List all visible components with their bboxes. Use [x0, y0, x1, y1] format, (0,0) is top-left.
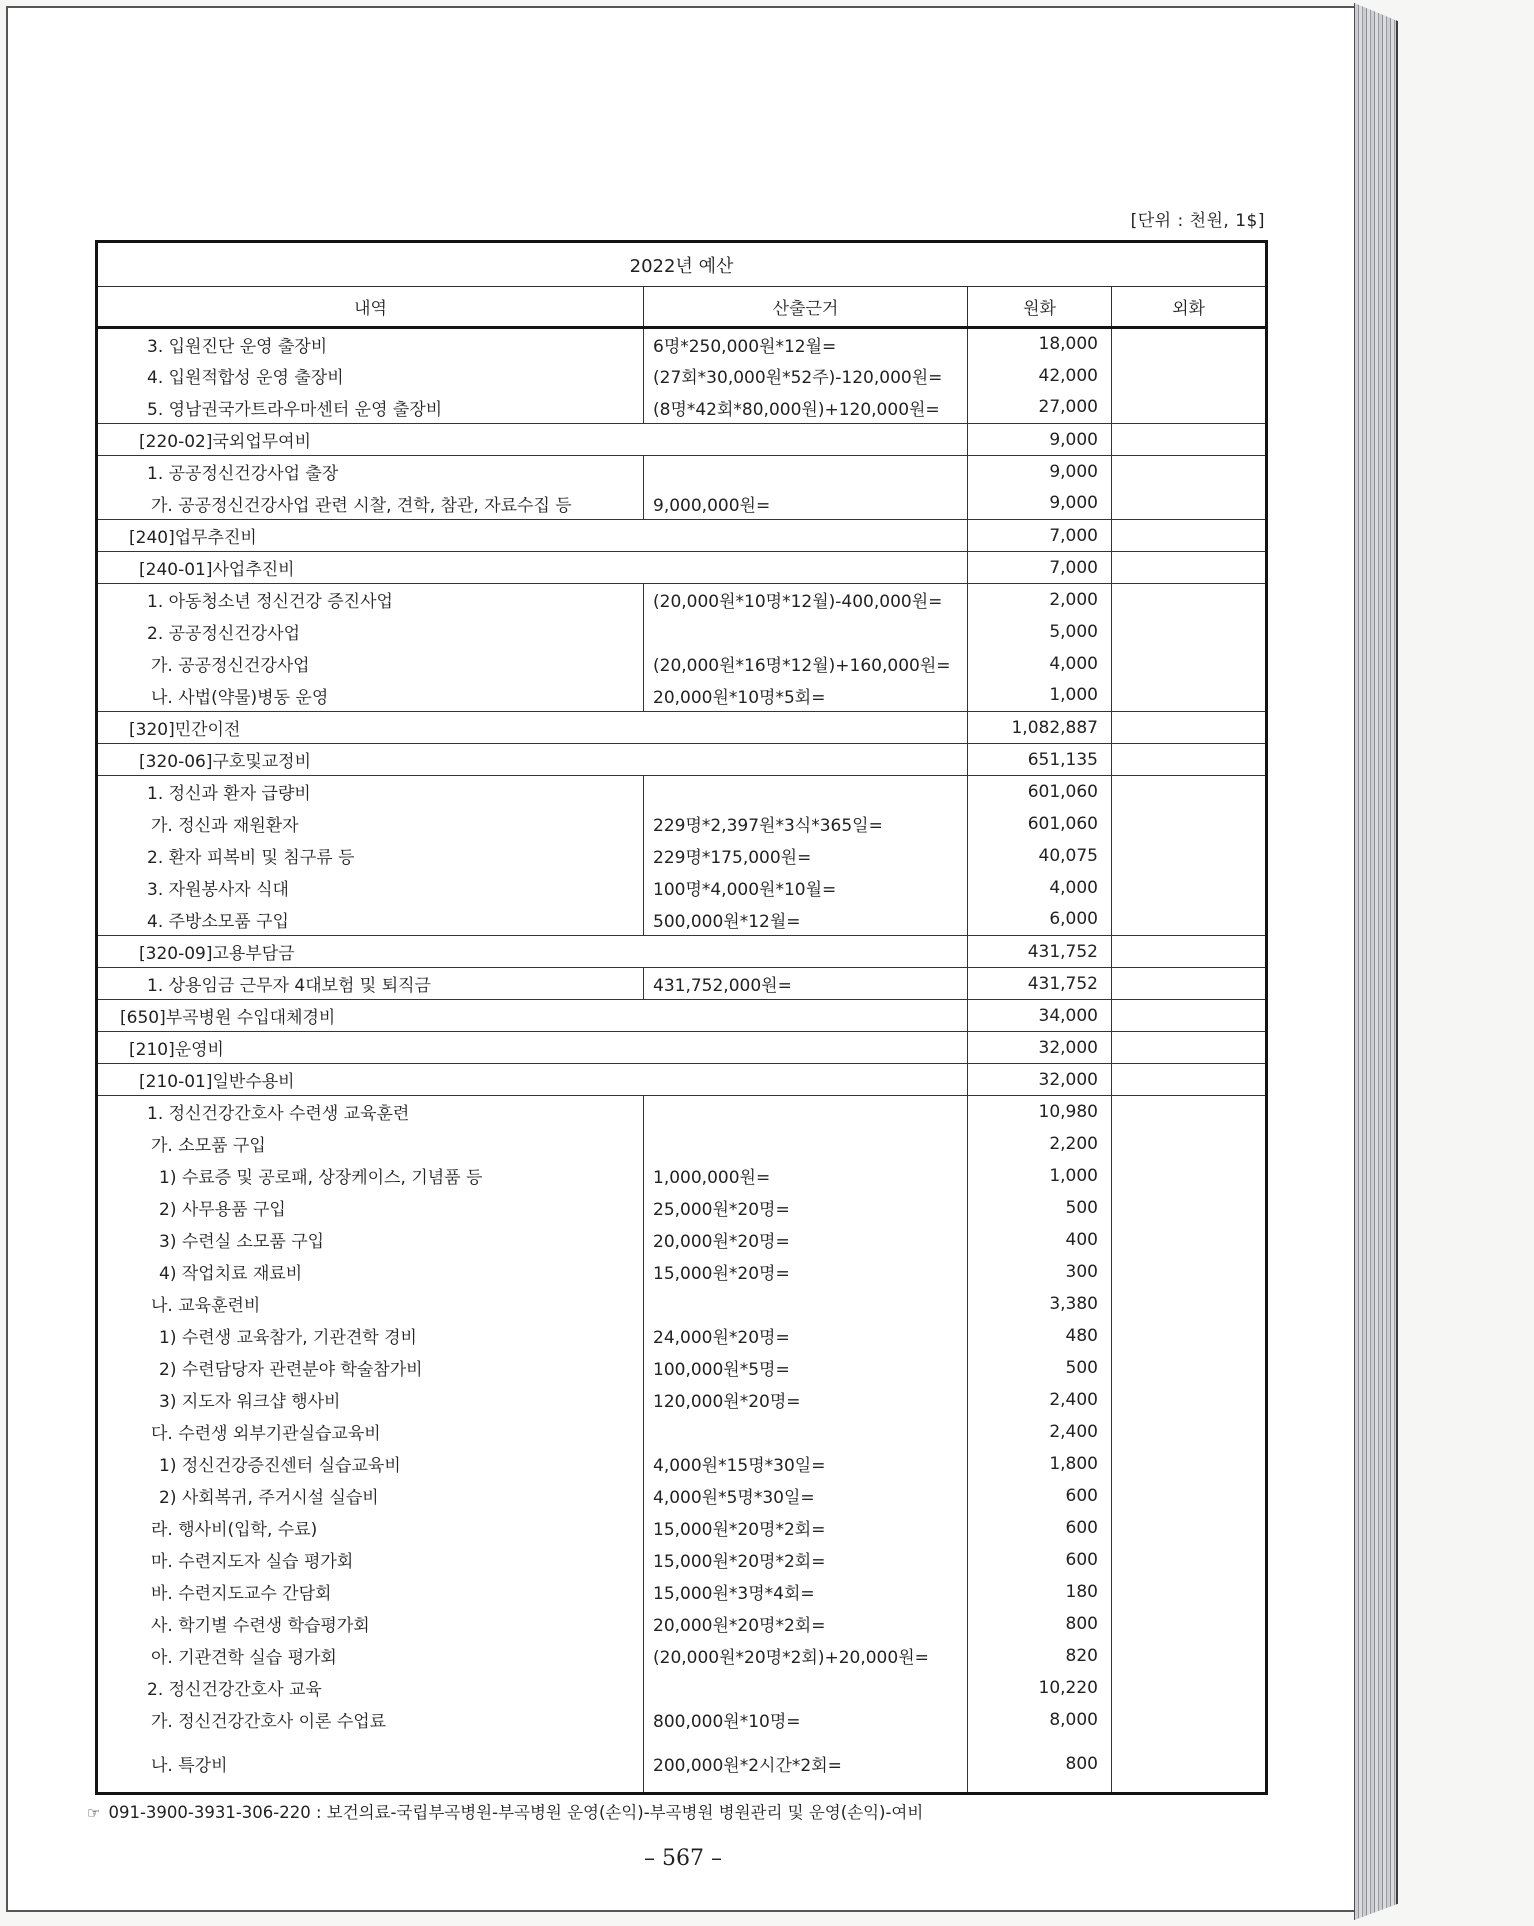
calculation-basis: 24,000원*20명=	[644, 1320, 968, 1352]
krw-amount: 300	[968, 1256, 1112, 1288]
calculation-basis: 120,000원*20명=	[644, 1384, 968, 1416]
detail-row	[97, 840, 1267, 872]
krw-amount: 4,000	[968, 872, 1112, 904]
detail-row	[97, 872, 1267, 904]
item-label: 2. 공공정신건강사업	[147, 624, 300, 644]
detail-row	[97, 1736, 1267, 1794]
fx-amount	[1112, 1640, 1267, 1672]
item-label: 1) 정신건강증진센터 실습교육비	[159, 1456, 401, 1476]
krw-amount: 9,000	[968, 488, 1112, 520]
fx-amount	[1112, 1672, 1267, 1704]
detail-row	[97, 616, 1267, 648]
detail-row	[97, 1416, 1267, 1448]
krw-amount: 651,135	[968, 744, 1112, 776]
item-label: 1. 정신건강간호사 수련생 교육훈련	[97, 1096, 644, 1128]
calculation-basis: 500,000원*12월=	[644, 904, 968, 936]
item-label: 마. 수련지도자 실습 평가회	[151, 1552, 354, 1572]
fx-amount	[1112, 712, 1267, 744]
page-stack-edge	[1354, 0, 1398, 1922]
fx-amount	[1112, 1736, 1267, 1794]
item-label: 4. 입원적합성 운영 출장비	[147, 368, 344, 388]
section-row	[97, 520, 1267, 552]
fx-amount	[1112, 1192, 1267, 1224]
detail-row	[97, 1224, 1267, 1256]
fx-amount	[1112, 584, 1267, 616]
krw-amount: 10,220	[968, 1672, 1112, 1704]
calculation-basis: 4,000원*15명*30일=	[644, 1448, 968, 1480]
krw-amount: 32,000	[968, 1064, 1112, 1096]
detail-row	[97, 1480, 1267, 1512]
fx-amount	[1112, 1448, 1267, 1480]
detail-row	[97, 680, 1267, 712]
fx-amount	[1112, 1384, 1267, 1416]
item-label: 2. 환자 피복비 및 침구류 등	[147, 848, 355, 868]
detail-row	[97, 360, 1267, 392]
fx-amount	[1112, 616, 1267, 648]
fx-amount	[1112, 1224, 1267, 1256]
calculation-basis: 25,000원*20명=	[644, 1192, 968, 1224]
item-label: 1) 수련생 교육참가, 기관견학 경비	[159, 1328, 417, 1348]
krw-amount: 4,000	[968, 648, 1112, 680]
krw-amount: 1,000	[968, 1160, 1112, 1192]
krw-amount: 40,075	[968, 840, 1112, 872]
item-label: 라. 행사비(입학, 수료)	[151, 1520, 318, 1540]
fx-amount	[1112, 808, 1267, 840]
detail-row	[97, 456, 1267, 488]
calculation-basis: (20,000원*20명*2회)+20,000원=	[644, 1640, 968, 1672]
item-label: 나. 특강비	[151, 1756, 228, 1777]
fx-amount	[1112, 1032, 1267, 1064]
calculation-basis: 15,000원*20명*2회=	[644, 1512, 968, 1544]
detail-row	[97, 1352, 1267, 1384]
item-label: [210-01]일반수용비	[97, 1064, 968, 1096]
item-label: [240]업무추진비	[97, 520, 968, 552]
calculation-basis: (20,000원*16명*12월)+160,000원=	[644, 648, 968, 680]
page-number: – 567 –	[644, 1846, 722, 1871]
fx-amount	[1112, 1064, 1267, 1096]
fx-amount	[1112, 904, 1267, 936]
krw-amount: 400	[968, 1224, 1112, 1256]
table-body	[97, 328, 1267, 1794]
section-row	[97, 552, 1267, 584]
calculation-basis: 15,000원*20명*2회=	[644, 1544, 968, 1576]
krw-amount: 3,380	[968, 1288, 1112, 1320]
krw-amount: 5,000	[968, 616, 1112, 648]
fx-amount	[1112, 648, 1267, 680]
detail-row	[97, 1544, 1267, 1576]
krw-amount: 600	[968, 1512, 1112, 1544]
section-row	[97, 744, 1267, 776]
fx-amount	[1112, 552, 1267, 584]
krw-amount: 2,400	[968, 1416, 1112, 1448]
calculation-basis	[644, 1288, 968, 1320]
fx-amount	[1112, 488, 1267, 520]
detail-row	[97, 968, 1267, 1000]
krw-amount: 1,800	[968, 1448, 1112, 1480]
calculation-basis	[644, 1416, 968, 1448]
fx-amount	[1112, 1352, 1267, 1384]
fx-amount	[1112, 1128, 1267, 1160]
item-label: 가. 정신과 재원환자	[151, 816, 299, 836]
fx-amount	[1112, 392, 1267, 424]
krw-amount: 27,000	[968, 392, 1112, 424]
item-label: [220-02]국외업무여비	[97, 424, 968, 456]
item-label: 가. 소모품 구입	[151, 1136, 266, 1156]
section-row	[97, 1032, 1267, 1064]
item-label: 4) 작업치료 재료비	[159, 1264, 303, 1284]
calculation-basis	[644, 616, 968, 648]
detail-row	[97, 1448, 1267, 1480]
detail-row	[97, 1288, 1267, 1320]
calculation-basis: (27회*30,000원*52주)-120,000원=	[644, 360, 968, 392]
calculation-basis: 20,000원*20명=	[644, 1224, 968, 1256]
fx-amount	[1112, 936, 1267, 968]
krw-amount: 820	[968, 1640, 1112, 1672]
calculation-basis: 229명*175,000원=	[644, 840, 968, 872]
calculation-basis: 431,752,000원=	[644, 968, 968, 1000]
table-title-row	[97, 242, 1267, 287]
calculation-basis: 6명*250,000원*12월=	[644, 328, 968, 360]
budget-code-text: 091-3900-3931-306-220 : 보건의료-국립부곡병원-부곡병원 운영(손익)-부곡병원 병원관리 및 운영(손익)-여비	[108, 1803, 924, 1822]
item-label: [320-09]고용부담금	[97, 936, 968, 968]
item-label: 1. 공공정신건강사업 출장	[97, 456, 644, 488]
detail-row	[97, 488, 1267, 520]
detail-row	[97, 1096, 1267, 1128]
detail-row	[97, 776, 1267, 808]
fx-amount	[1112, 1480, 1267, 1512]
krw-amount: 600	[968, 1480, 1112, 1512]
krw-amount: 601,060	[968, 776, 1112, 808]
krw-amount: 800	[968, 1608, 1112, 1640]
detail-row	[97, 648, 1267, 680]
calculation-basis: 200,000원*2시간*2회=	[644, 1736, 968, 1794]
fx-amount	[1112, 1544, 1267, 1576]
fx-amount	[1112, 968, 1267, 1000]
calculation-basis: 15,000원*20명=	[644, 1256, 968, 1288]
item-label: 5. 영남권국가트라우마센터 운영 출장비	[147, 399, 443, 420]
item-label: 2. 정신건강간호사 교육	[147, 1680, 322, 1700]
section-row	[97, 936, 1267, 968]
krw-amount: 600	[968, 1544, 1112, 1576]
item-label: 나. 교육훈련비	[151, 1296, 261, 1316]
krw-amount: 32,000	[968, 1032, 1112, 1064]
item-label: 3. 입원진단 운영 출장비	[97, 328, 644, 360]
fx-amount	[1112, 456, 1267, 488]
item-label: 1. 정신과 환자 급량비	[97, 776, 644, 808]
calculation-basis: 9,000,000원=	[644, 488, 968, 520]
fx-amount	[1112, 360, 1267, 392]
calculation-basis: 800,000원*10명=	[644, 1704, 968, 1736]
column-header-basis: 산출근거	[644, 287, 968, 328]
item-label: 나. 사법(약물)병동 운영	[151, 687, 329, 708]
detail-row	[97, 584, 1267, 616]
calculation-basis: 1,000,000원=	[644, 1160, 968, 1192]
fx-amount	[1112, 520, 1267, 552]
krw-amount: 2,400	[968, 1384, 1112, 1416]
item-label: 1. 상용임금 근무자 4대보험 및 퇴직금	[97, 968, 644, 1000]
fx-amount	[1112, 1512, 1267, 1544]
fx-amount	[1112, 744, 1267, 776]
item-label: 2) 사회복귀, 주거시설 실습비	[159, 1488, 379, 1508]
detail-row	[97, 904, 1267, 936]
item-label: 가. 공공정신건강사업 관련 시찰, 견학, 참관, 자료수집 등	[151, 495, 572, 516]
item-label: 사. 학기별 수련생 학습평가회	[151, 1616, 370, 1636]
item-label: [240-01]사업추진비	[97, 552, 968, 584]
detail-row	[97, 1256, 1267, 1288]
calculation-basis	[644, 1672, 968, 1704]
calculation-basis	[644, 1128, 968, 1160]
krw-amount: 431,752	[968, 968, 1112, 1000]
section-row	[97, 1064, 1267, 1096]
krw-amount: 2,200	[968, 1128, 1112, 1160]
item-label: [210]운영비	[97, 1032, 968, 1064]
krw-amount: 2,000	[968, 584, 1112, 616]
krw-amount: 9,000	[968, 456, 1112, 488]
fx-amount	[1112, 1000, 1267, 1032]
krw-amount: 431,752	[968, 936, 1112, 968]
detail-row	[97, 1160, 1267, 1192]
fx-amount	[1112, 1288, 1267, 1320]
fx-amount	[1112, 1096, 1267, 1128]
detail-row	[97, 1512, 1267, 1544]
item-label: 가. 공공정신건강사업	[151, 656, 310, 676]
item-label: 3) 지도자 워크샵 행사비	[159, 1392, 341, 1412]
fx-amount	[1112, 1704, 1267, 1736]
pointing-hand-icon: ☞	[87, 1804, 101, 1822]
krw-amount: 500	[968, 1352, 1112, 1384]
table-title: 2022년 예산	[97, 242, 1267, 287]
item-label: [650]부곡병원 수입대체경비	[97, 1000, 968, 1032]
item-label: 3) 수련실 소모품 구입	[159, 1232, 325, 1252]
fx-amount	[1112, 1576, 1267, 1608]
item-label: [320]민간이전	[97, 712, 968, 744]
section-row	[97, 1000, 1267, 1032]
krw-amount: 601,060	[968, 808, 1112, 840]
krw-amount: 8,000	[968, 1704, 1112, 1736]
krw-amount: 18,000	[968, 328, 1112, 360]
krw-amount: 34,000	[968, 1000, 1112, 1032]
budget-table	[95, 240, 1268, 1795]
calculation-basis	[644, 456, 968, 488]
table-header-row	[97, 287, 1267, 328]
detail-row	[97, 1320, 1267, 1352]
detail-row	[97, 1128, 1267, 1160]
section-row	[97, 712, 1267, 744]
krw-amount: 180	[968, 1576, 1112, 1608]
fx-amount	[1112, 424, 1267, 456]
krw-amount: 7,000	[968, 552, 1112, 584]
unit-label: [단위 : 천원, 1$]	[1130, 211, 1265, 231]
calculation-basis: (20,000원*10명*12월)-400,000원=	[644, 584, 968, 616]
fx-amount	[1112, 328, 1267, 360]
fx-amount	[1112, 1320, 1267, 1352]
item-label: 4. 주방소모품 구입	[147, 911, 289, 932]
detail-row	[97, 1384, 1267, 1416]
fx-amount	[1112, 1256, 1267, 1288]
item-label: 2) 수련담당자 관련분야 학술참가비	[159, 1360, 423, 1380]
krw-amount: 1,082,887	[968, 712, 1112, 744]
fx-amount	[1112, 776, 1267, 808]
detail-row	[97, 808, 1267, 840]
fx-amount	[1112, 872, 1267, 904]
item-label: 가. 정신건강간호사 이론 수업료	[151, 1712, 387, 1732]
calculation-basis	[644, 776, 968, 808]
item-label: 1. 아동청소년 정신건강 증진사업	[97, 584, 644, 616]
krw-amount: 10,980	[968, 1096, 1112, 1128]
item-label: 1) 수료증 및 공로패, 상장케이스, 기념품 등	[159, 1168, 483, 1188]
calculation-basis: 4,000원*5명*30일=	[644, 1480, 968, 1512]
item-label: 3. 자원봉사자 식대	[147, 880, 289, 900]
calculation-basis: 229명*2,397원*3식*365일=	[644, 808, 968, 840]
fx-amount	[1112, 1160, 1267, 1192]
krw-amount: 800	[968, 1736, 1112, 1794]
calculation-basis: 100,000원*5명=	[644, 1352, 968, 1384]
detail-row	[97, 328, 1267, 360]
column-header-krw: 원화	[968, 287, 1112, 328]
column-header-fx: 외화	[1112, 287, 1267, 328]
document-page	[6, 6, 1356, 1912]
calculation-basis: 20,000원*20명*2회=	[644, 1608, 968, 1640]
calculation-basis: 15,000원*3명*4회=	[644, 1576, 968, 1608]
column-header-detail: 내역	[97, 287, 644, 328]
krw-amount: 42,000	[968, 360, 1112, 392]
item-label: 바. 수련지도교수 간담회	[151, 1584, 332, 1604]
calculation-basis: (8명*42회*80,000원)+120,000원=	[644, 392, 968, 424]
item-label: 아. 기관견학 실습 평가회	[151, 1648, 337, 1668]
calculation-basis: 20,000원*10명*5회=	[644, 680, 968, 712]
fx-amount	[1112, 840, 1267, 872]
detail-row	[97, 1672, 1267, 1704]
calculation-basis: 100명*4,000원*10월=	[644, 872, 968, 904]
krw-amount: 480	[968, 1320, 1112, 1352]
detail-row	[97, 1192, 1267, 1224]
detail-row	[97, 1608, 1267, 1640]
krw-amount: 6,000	[968, 904, 1112, 936]
krw-amount: 1,000	[968, 680, 1112, 712]
item-label: 다. 수련생 외부기관실습교육비	[151, 1424, 381, 1444]
krw-amount: 7,000	[968, 520, 1112, 552]
fx-amount	[1112, 1416, 1267, 1448]
item-label: 2) 사무용품 구입	[159, 1200, 286, 1220]
krw-amount: 500	[968, 1192, 1112, 1224]
detail-row	[97, 1640, 1267, 1672]
krw-amount: 9,000	[968, 424, 1112, 456]
detail-row	[97, 1576, 1267, 1608]
detail-row	[97, 392, 1267, 424]
fx-amount	[1112, 680, 1267, 712]
item-label: [320-06]구호및교정비	[97, 744, 968, 776]
budget-code-reference	[87, 1799, 923, 1823]
calculation-basis	[644, 1096, 968, 1128]
fx-amount	[1112, 1608, 1267, 1640]
section-row	[97, 424, 1267, 456]
detail-row	[97, 1704, 1267, 1736]
